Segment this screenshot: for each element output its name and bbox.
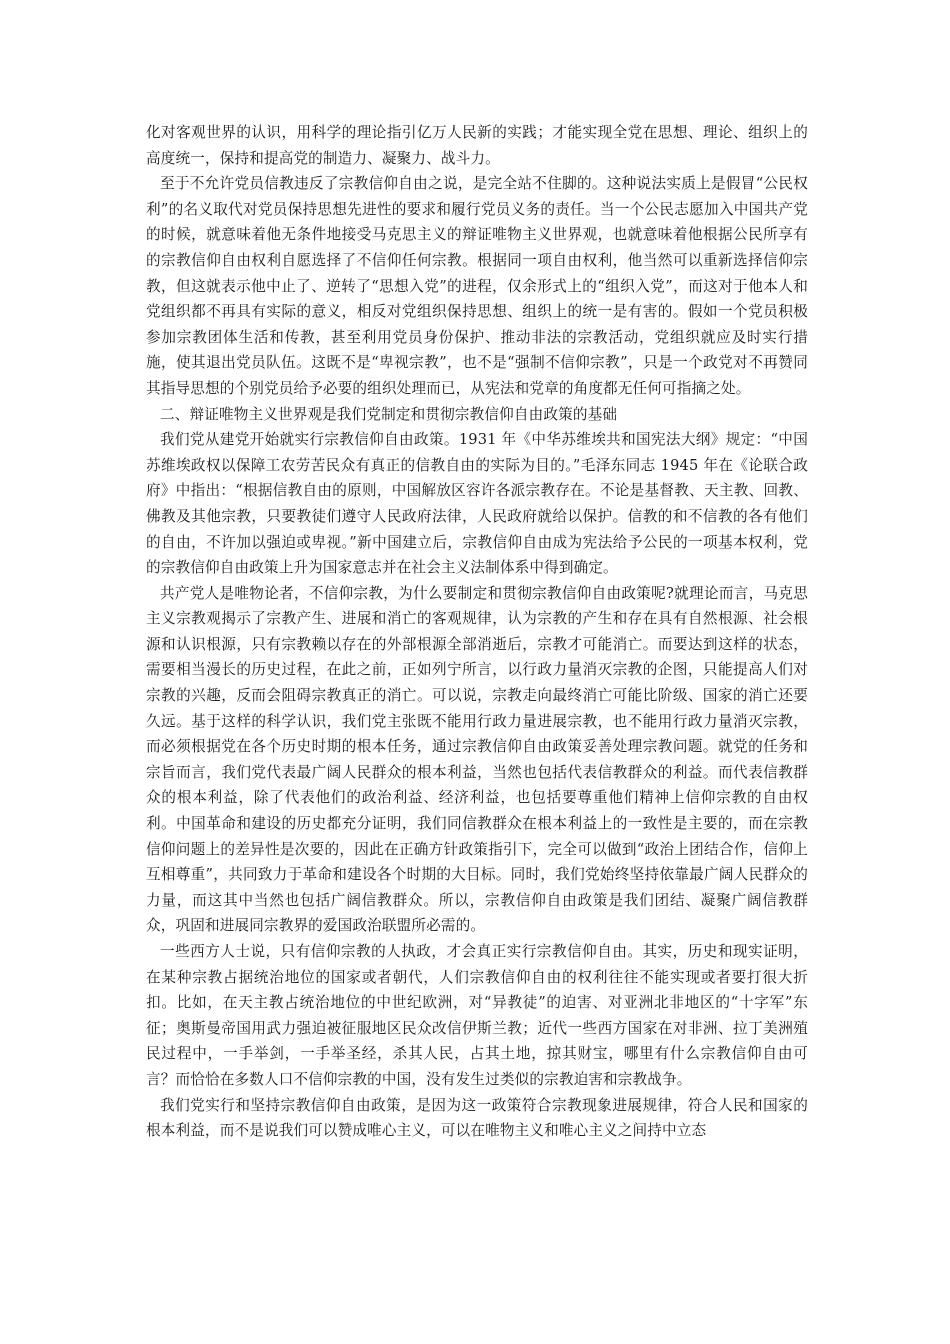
paragraph-materialism-reasoning: 共产党人是唯物论者，不信仰宗教，为什么要制定和贯彻宗教信仰自由政策呢?就理论而言，马克思主义宗教观揭示了宗教产生、进展和消亡的客观规律，认为宗教的产生和存在具有自然根源、社会根源和认识根源，只有宗教赖以存在的外部根源全部消逝后，宗教才可能消亡。而要达到这样的状态，需要相当漫长的历史过程，在此之前，正如列宁所言，以行政力量消灭宗教的企图，只能提高人们对宗教的兴趣，反而会阻碍宗教真正的消亡。可以说，宗教走向最终消亡可能比阶级、国家的消亡还要久远。基于这样的科学认识，我们党主张既不能用行政力量进展宗教，也不能用行政力量消灭宗教，而必须根据党在各个历史时期的根本任务，通过宗教信仰自由政策妥善处理宗教问题。就党的任务和宗旨而言，我们党代表最广阔人民群众的根本利益，当然也包括代表信教群众的利益。而代表信教群众的根本利益，除了代表他们的政治利益、经济利益，也包括要尊重他们精神上信仰宗教的自由权利。中国革命和建设的历史都充分证明，我们同信教群众在根本利益上的一致性是主要的，而在宗教信仰问题上的差异性是次要的，因此在正确方针政策指引下，完全可以做到“政治上团结合作，信仰上互相尊重”，共同致力于革命和建设各个时期的大目标。同时，我们党始终坚持依靠最广阔人民群众的力量，而这其中当然也包括广阔信教群众。所以，宗教信仰自由政策是我们团结、凝聚广阔信教群众，巩固和进展同宗教界的爱国政治联盟所必需的。 (146, 584, 808, 935)
paragraph-continuation: 化对客观世界的认识，用科学的理论指引亿万人民新的实践；才能实现全党在思想、理论、组织上的高度统一，保持和提高党的制造力、凝聚力、战斗力。 (146, 124, 808, 167)
paragraph-policy-reason: 我们党实行和坚持宗教信仰自由政策，是因为这一政策符合宗教现象进展规律，符合人民和国家的根本利益，而不是说我们可以赞成唯心主义，可以在唯物主义和唯心主义之间持中立态 (146, 1096, 808, 1140)
section-heading: 二、辩证唯物主义世界观是我们党制定和贯彻宗教信仰自由政策的基础 (160, 405, 618, 423)
paragraph-party-member-faith: 至于不允许党员信教违反了宗教信仰自由之说，是完全站不住脚的。这种说法实质上是假冒“公民权利”的名义取代对党员保持思想先进性的要求和履行党员义务的责任。当一个公民志愿加入中国共产党的时候，就意味着他无条件地接受马克思主义的辩证唯物主义世界观，也就意味着他根据公民所享有的宗教信仰自由权利自愿选择了不信仰任何宗教。根据同一项自由权利，他当然可以重新选择信仰宗教，但这就表示他中止了、逆转了“思想入党”的进程，仅余形式上的“组织入党”，而这对于他本人和党组织都不再具有实际的意义，相反对党组织保持思想、组织上的统一是有害的。假如一个党员积极参加宗教团体生活和传教，甚至利用党员身份保护、推动非法的宗教活动，党组织就应及时实行措施，使其退出党员队伍。这既不是“卑视宗教”，也不是“强制不信仰宗教”，只是一个政党对不再赞同其指导思想的个别党员给予必要的组织处理而已，从宪法和党章的角度都无任何可指摘之处。 (146, 175, 808, 397)
paragraph-policy-history: 我们党从建党开始就实行宗教信仰自由政策。1931 年《中华苏维埃共和国宪法大纲》规定：“中国苏维埃政权以保障工农劳苦民众有真正的信教自由的实际为目的。”毛泽东同志 1945 年在《论联合政府》中指出：“根据信教自由的原则，中国解放区容许各派宗教存在。不论是基督教、天主教、回教、佛教及其他宗教，只要教徒们遵守人民政府法律，人民政府就给以保护。信教的和不信教的各有他们的自由，不许加以强迫或卑视。”新中国建立后，宗教信仰自由成为宪法给予公民的一项基本权利，党的宗教信仰自由政策上升为国家意志并在社会主义法制体系中得到确定。 (146, 431, 808, 577)
paragraph-western-view: 一些西方人士说，只有信仰宗教的人执政，才会真正实行宗教信仰自由。其实，历史和现实证明，在某种宗教占据统治地位的国家或者朝代，人们宗教信仰自由的权利往往不能实现或者要打很大折扣。比如，在天主教占统治地位的中世纪欧洲，对“异教徒”的迫害、对亚洲北非地区的“十字军”东征；奥斯曼帝国用武力强迫被征服地区民众改信伊斯兰教；近代一些西方国家在对非洲、拉丁美洲殖民过程中，一手举剑，一手举圣经，杀其人民，占其土地，掠其财宝，哪里有什么宗教信仰自由可言？而恰恰在多数人口不信仰宗教的中国，没有发生过类似的宗教迫害和宗教战争。 (146, 943, 808, 1088)
document-page (146, 120, 808, 1144)
